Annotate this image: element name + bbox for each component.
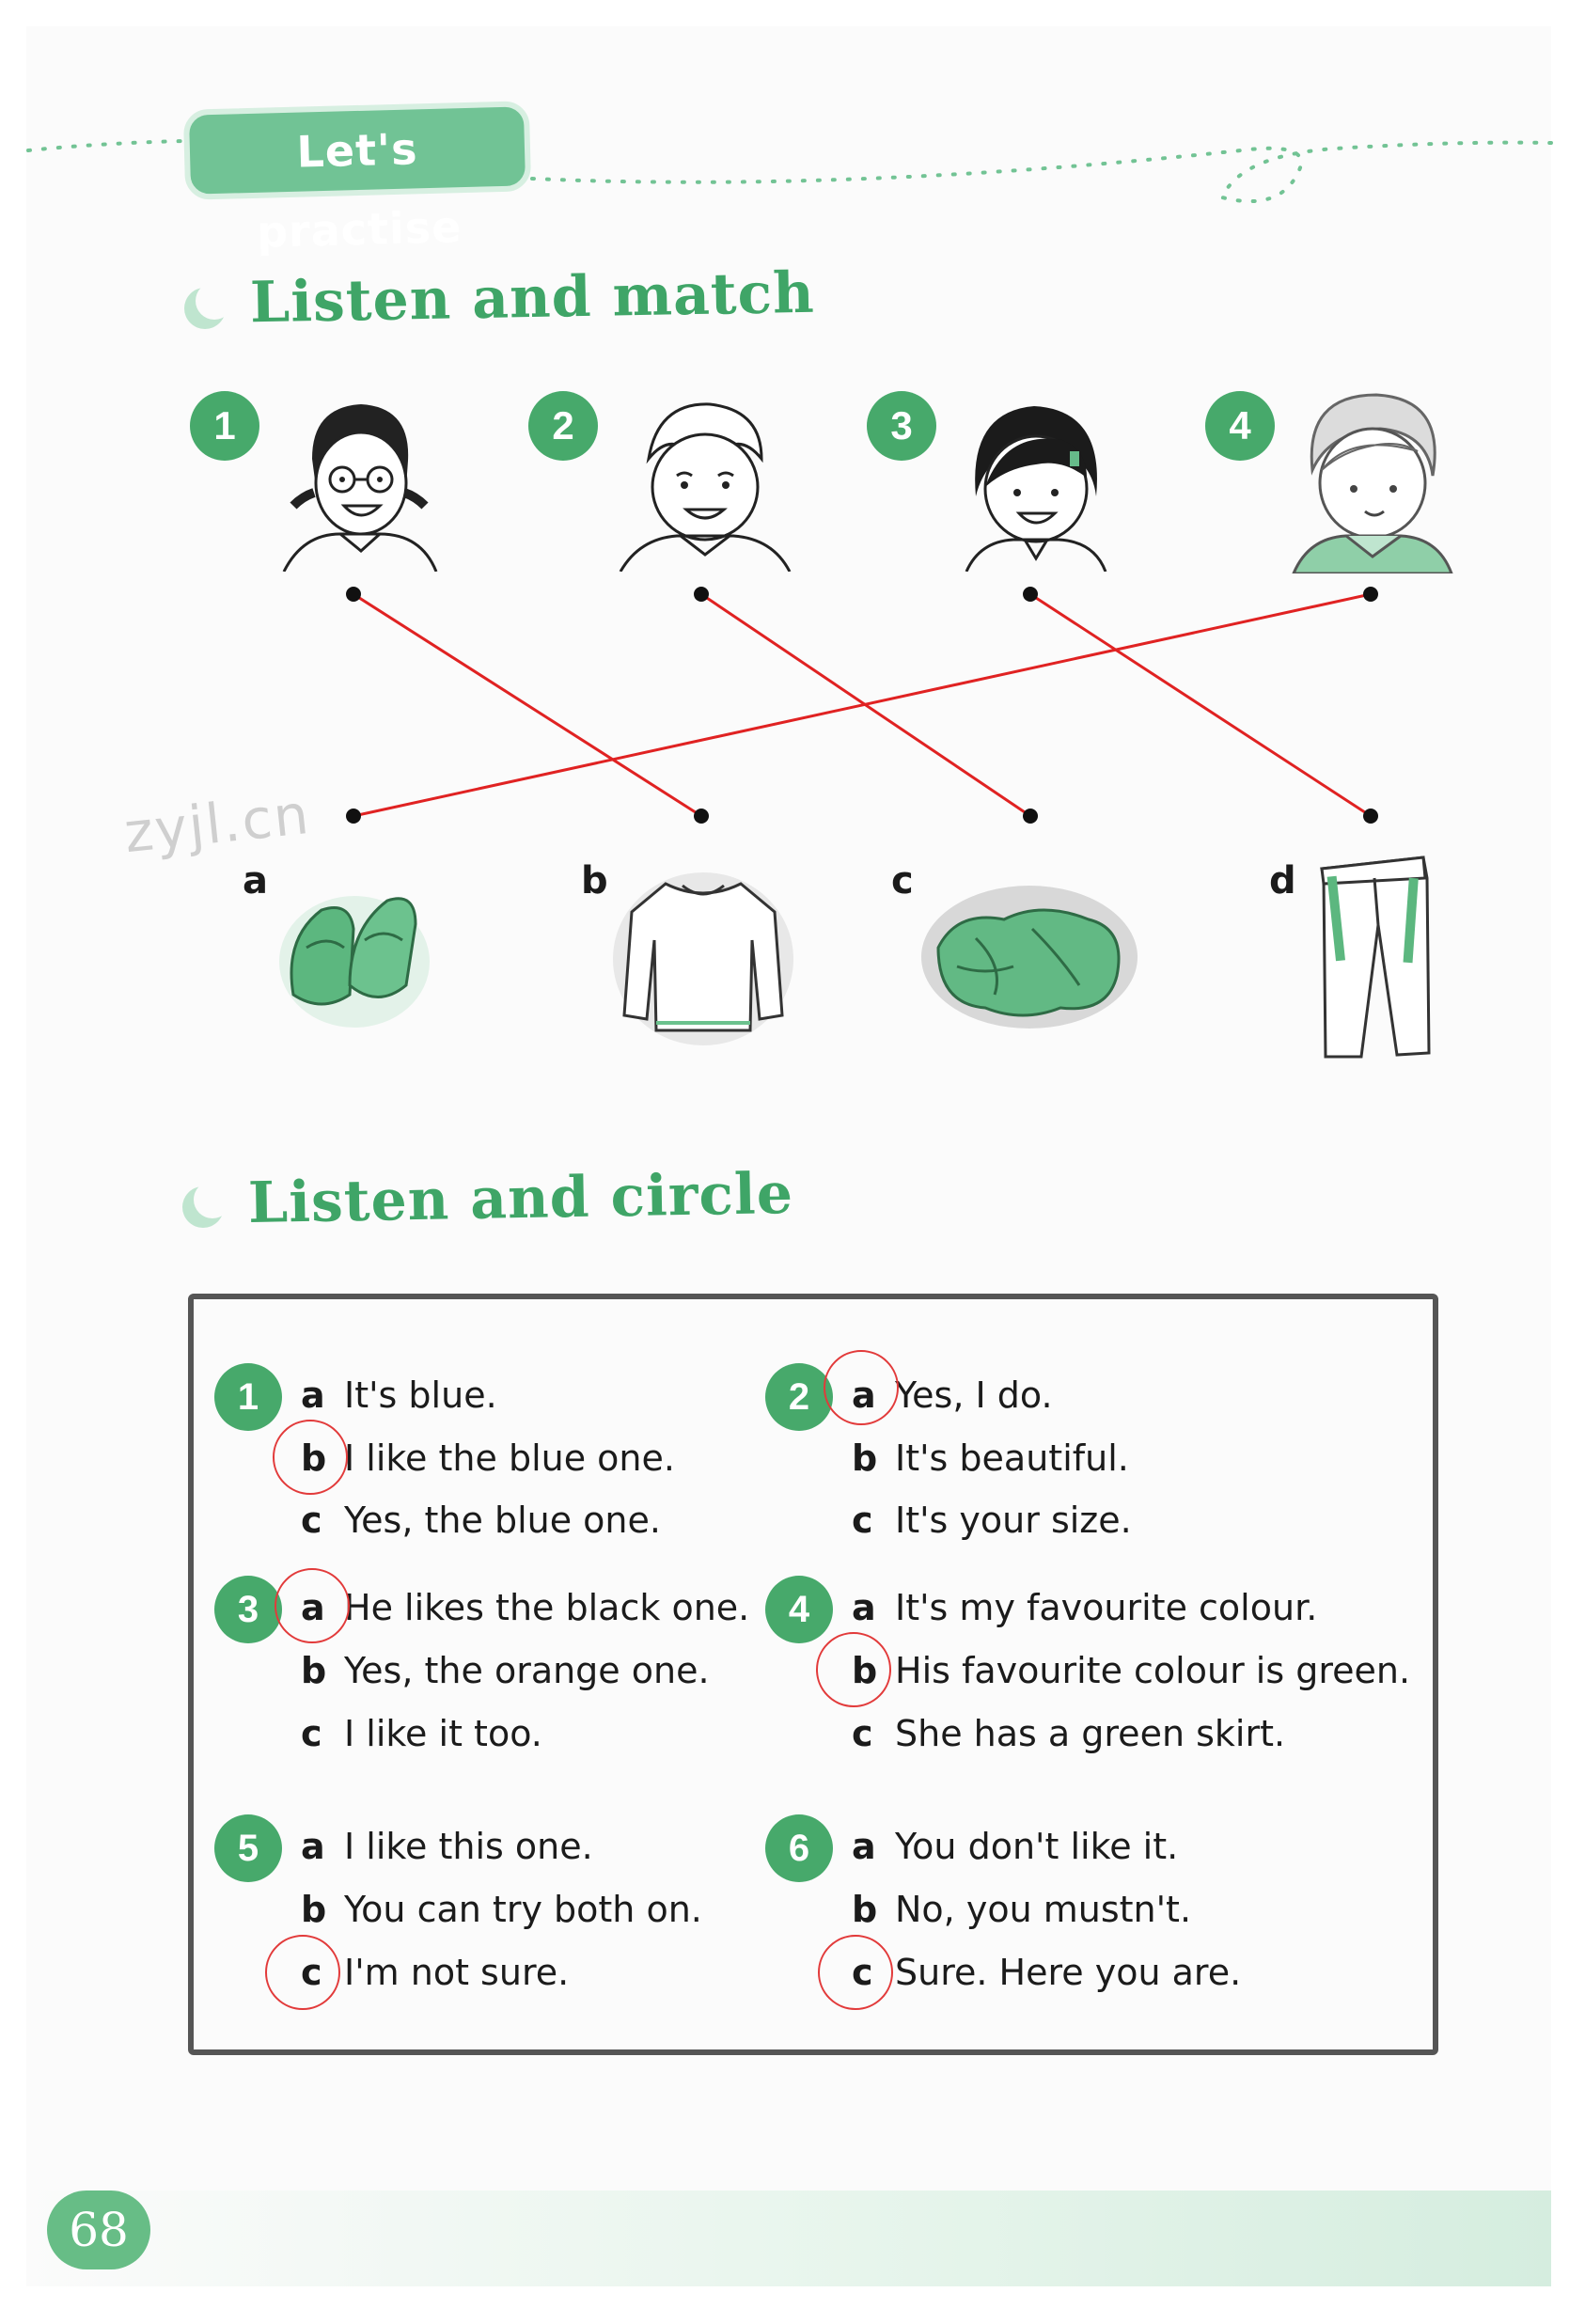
dot-item-c[interactable]	[1023, 809, 1038, 824]
option-letter[interactable]: c	[301, 1500, 322, 1541]
option-letter[interactable]: c	[301, 1713, 322, 1754]
option-text: You don't like it.	[895, 1826, 1179, 1867]
option-text: I like the blue one.	[344, 1437, 675, 1479]
option-text: I like it too.	[344, 1713, 542, 1754]
dot-person-2[interactable]	[694, 587, 709, 602]
option-text: No, you mustn't.	[895, 1889, 1192, 1930]
shoes-icon	[275, 872, 434, 1032]
question-number-6: 6	[765, 1814, 833, 1882]
option-text: He likes the black one.	[344, 1587, 750, 1628]
jacket-icon	[919, 882, 1139, 1032]
person-number-1: 1	[190, 391, 259, 461]
option-text: Yes, I do.	[895, 1374, 1053, 1416]
answer-circle	[273, 1420, 348, 1495]
page-number: 68	[47, 2191, 150, 2269]
item-letter-b: b	[581, 859, 608, 903]
option-letter[interactable]: c	[301, 1952, 322, 1993]
question-number-5: 5	[214, 1814, 282, 1882]
question-number-4: 4	[765, 1576, 833, 1643]
option-text: Yes, the orange one.	[344, 1650, 710, 1691]
item-letter-a: a	[243, 859, 268, 903]
option-text: It's blue.	[344, 1374, 497, 1416]
option-letter[interactable]: c	[852, 1952, 873, 1993]
option-letter[interactable]: c	[852, 1500, 873, 1541]
answer-circle	[265, 1935, 340, 2010]
question-number-2: 2	[765, 1363, 833, 1431]
option-text: I'm not sure.	[344, 1952, 570, 1993]
dot-item-a[interactable]	[346, 809, 361, 824]
footer-decoration	[26, 2191, 1551, 2286]
option-letter[interactable]: a	[301, 1587, 325, 1628]
option-letter[interactable]: b	[852, 1437, 878, 1479]
option-text: It's your size.	[895, 1500, 1132, 1541]
answer-circle	[275, 1568, 350, 1643]
option-text: It's beautiful.	[895, 1437, 1129, 1479]
option-text: You can try both on.	[344, 1889, 702, 1930]
option-text: It's my favourite colour.	[895, 1587, 1318, 1628]
trousers-icon	[1312, 850, 1436, 1062]
option-text: She has a green skirt.	[895, 1713, 1286, 1754]
option-text: Yes, the blue one.	[344, 1500, 661, 1541]
lets-practise-banner: Let's practise	[183, 101, 531, 200]
answer-circle	[816, 1632, 891, 1707]
dot-person-3[interactable]	[1023, 587, 1038, 602]
option-letter[interactable]: a	[852, 1826, 876, 1867]
dot-item-d[interactable]	[1363, 809, 1378, 824]
option-text: Sure. Here you are.	[895, 1952, 1242, 1993]
option-text: I like this one.	[344, 1826, 593, 1867]
option-letter[interactable]: b	[301, 1650, 327, 1691]
option-letter[interactable]: b	[301, 1437, 327, 1479]
moon-icon	[182, 1186, 224, 1228]
question-number-1: 1	[214, 1363, 282, 1431]
option-letter[interactable]: a	[852, 1587, 876, 1628]
item-letter-d: d	[1269, 859, 1296, 903]
dot-person-1[interactable]	[346, 587, 361, 602]
dot-person-4[interactable]	[1363, 587, 1378, 602]
option-letter[interactable]: a	[852, 1374, 876, 1416]
option-letter[interactable]: a	[301, 1374, 325, 1416]
answer-circle	[824, 1350, 899, 1425]
option-letter[interactable]: a	[301, 1826, 325, 1867]
option-text: His favourite colour is green.	[895, 1650, 1411, 1691]
option-letter[interactable]: b	[301, 1889, 327, 1930]
person-number-4: 4	[1205, 391, 1275, 461]
person-number-3: 3	[867, 391, 936, 461]
person-number-2: 2	[528, 391, 598, 461]
watermark: zyjl.cn	[120, 781, 314, 866]
sweater-icon	[609, 865, 797, 1053]
question-number-3: 3	[214, 1576, 282, 1643]
answer-circle	[818, 1935, 893, 2010]
option-letter[interactable]: c	[852, 1713, 873, 1754]
item-letter-c: c	[891, 859, 914, 903]
dot-item-b[interactable]	[694, 809, 709, 824]
listen-and-match-title: Listen and match	[249, 259, 816, 337]
option-letter[interactable]: b	[852, 1650, 878, 1691]
option-letter[interactable]: b	[852, 1889, 878, 1930]
listen-and-circle-title: Listen and circle	[247, 1160, 794, 1237]
